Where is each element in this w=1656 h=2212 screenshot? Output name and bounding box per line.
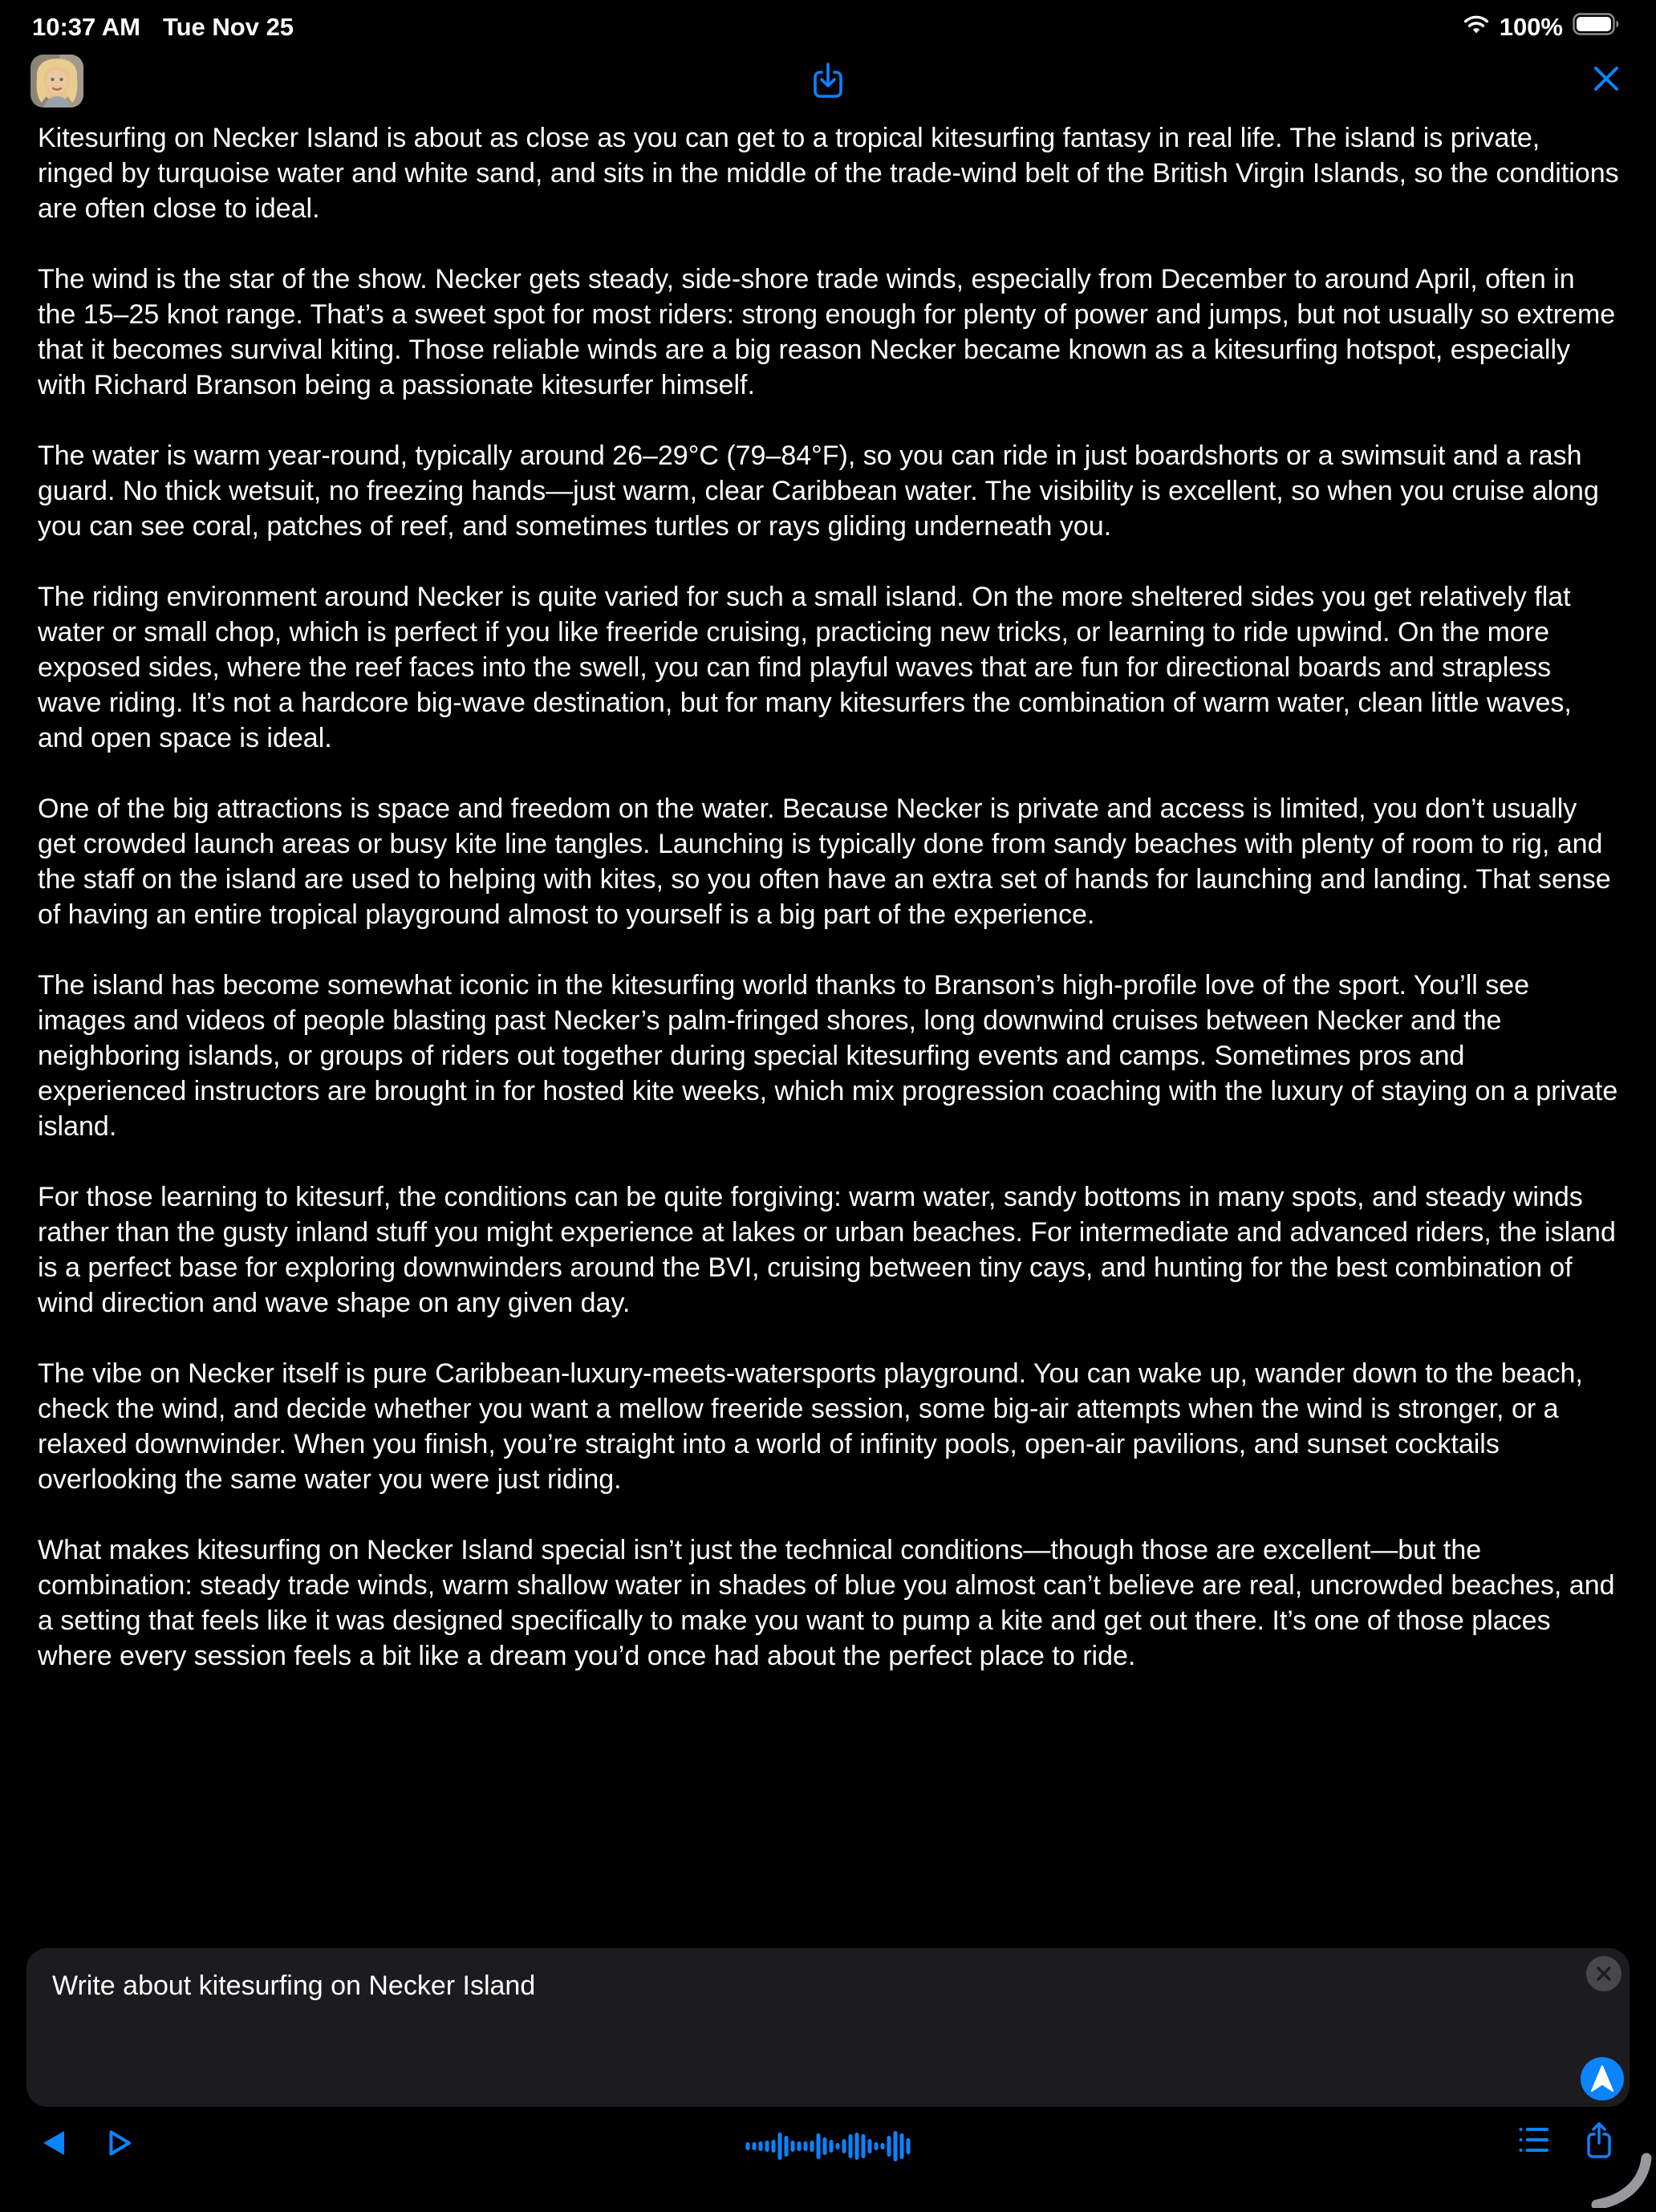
waveform-bar: [842, 2139, 846, 2153]
send-button[interactable]: [1581, 2057, 1624, 2100]
waveform-bar: [778, 2133, 782, 2160]
status-right: [1463, 13, 1619, 42]
clear-x-icon: [1595, 1965, 1613, 1983]
waveform-bar: [849, 2134, 853, 2158]
waveform-bar: [881, 2143, 885, 2149]
waveform-bar: [785, 2136, 789, 2157]
article-text: [38, 120, 1620, 1709]
waveform-bar: [830, 2140, 834, 2153]
paragraph: What makes kitesurfing on Necker Island special isn’t just the technical conditions—though those are excellent—but the combination: steady trade winds, warm shallow water in shades of blue you almost can’t believe are real, uncrowded beaches, and a setting that feels like it was designed specifically to make you want to pump a kite and get out there. It’s one of those places where every session feels a bit like a dream you’d once had about the perfect place to ride.: [38, 1535, 1615, 1671]
avatar[interactable]: [30, 55, 83, 108]
waveform-bar: [765, 2141, 769, 2152]
paragraph: For those learning to kitesurf, the conditions can be quite forgiving: warm water, sandy bottoms in many spots, and steady winds rather than the gusty inland stuff you might experience at lakes or urban beaches. For intermediate and advanced riders, the island is a perfect base for exploring downwinders around the BVI, cruising between tiny cays, and hunting for the best combination of wind direction and wave shape on any given day.: [38, 1182, 1616, 1318]
bottom-toolbar: [0, 2118, 1656, 2174]
wifi-icon: [1463, 13, 1490, 42]
paragraph: One of the big attractions is space and freedom on the water. Because Necker is private and access is limited, you don’t usually get crowded launch areas or busy kite line tangles. Launching is typically done from sandy beaches with plenty of room to rig, and the staff on the island are used to helping with kites, so you often have an extra set of hands for launching and landing. That sense of having an entire tropical playground almost to yourself is a big part of the experience.: [38, 793, 1611, 930]
battery-percent: 100%: [1499, 13, 1563, 41]
forward-button[interactable]: [108, 2129, 132, 2161]
waveform-bar: [868, 2139, 872, 2153]
waveform-bar: [887, 2136, 891, 2157]
waveform-bar: [900, 2133, 904, 2159]
clear-button[interactable]: [1586, 1956, 1622, 1991]
status-bar: [0, 8, 1656, 43]
paragraph: The wind is the star of the show. Necker gets steady, side-shore trade winds, especially from December to around April, often in the 15–25 knot range. That’s a sweet spot for most riders: strong enough for plenty of power and jumps, but not usually so extreme that it becomes survival kiting. Those reliable winds are a big reason Necker became known as a kitesurfing hotspot, especially with Richard Branson being a passionate kitesurfer himself.: [38, 264, 1616, 400]
clock-time: 10:37 AM: [32, 13, 140, 41]
waveform-bar: [907, 2138, 911, 2154]
waveform-bar: [855, 2133, 859, 2160]
waveform-bar: [759, 2141, 763, 2151]
waveform-bar: [804, 2141, 808, 2151]
paragraph: The water is warm year-round, typically around 26–29°C (79–84°F), so you can ride in just boardshorts or a swimsuit and a rash guard. No thick wetsuit, no freezing hands—just warm, clear Caribbean water. The visibility is excellent, so when you cruise along you can see coral, patches of reef, and sometimes turtles or rays gliding underneath you.: [38, 440, 1599, 542]
waveform-bar: [791, 2141, 795, 2152]
waveform-bar: [823, 2137, 827, 2155]
download-icon[interactable]: [809, 61, 847, 99]
paragraph: The island has become somewhat iconic in the kitesurfing world thanks to Branson’s high-profile love of the sport. You’ll see images and videos of people blasting past Necker’s palm-fringed shores, long downwind cruises between Necker and the neighboring islands, or groups of riders out together during special kitesurfing events and camps. Sometimes pros and experienced instructors are brought in for hosted kite weeks, which mix progression coaching with the luxury of staying on a private island.: [38, 970, 1618, 1142]
prompt-input[interactable]: [26, 1948, 1630, 2107]
waveform-bar: [862, 2134, 866, 2158]
waveform-bar: [817, 2133, 821, 2159]
close-icon[interactable]: [1592, 64, 1621, 93]
waveform-bar: [746, 2142, 750, 2150]
share-icon[interactable]: [1585, 2121, 1613, 2165]
waveform-bar: [810, 2141, 814, 2152]
waveform-indicator[interactable]: [746, 2118, 911, 2174]
waveform-bar: [753, 2142, 757, 2150]
waveform-bar: [798, 2141, 802, 2151]
back-button[interactable]: [42, 2129, 66, 2161]
waveform-bar: [894, 2131, 898, 2161]
status-left: [32, 13, 294, 42]
paragraph: The riding environment around Necker is quite varied for such a small island. On the more sheltered sides you get relatively flat water or small chop, which is perfect if you like freeride cruising, practicing new tricks, or learning to ride upwind. On the more exposed sides, where the reef faces into the swell, you can find playful waves that are fun for directional boards and strapless wave riding. It’s not a hardcore big-wave destination, but for many kitesurfers the combination of warm water, clean little waves, and open space is ideal.: [38, 582, 1572, 753]
paragraph: Kitesurfing on Necker Island is about as close as you can get to a tropical kitesurfing fantasy in real life. The island is private, ringed by turquoise water and white sand, and sits in the middle of the trade-wind belt of the British Virgin Islands, so the conditions are often close to ideal.: [38, 123, 1619, 224]
waveform-bar: [875, 2142, 879, 2150]
waveform-bar: [836, 2143, 840, 2149]
send-arrow-icon: [1589, 2064, 1616, 2093]
status-date: Tue Nov 25: [162, 13, 294, 41]
paragraph: The vibe on Necker itself is pure Caribbean-luxury-meets-watersports playground. You can wake up, wander down to the beach, check the wind, and decide whether you want a mellow freeride session, some big-air attempts when the wind is stronger, or a relaxed downwinder. When you finish, you’re straight into a world of infinity pools, open-air pavilions, and sunset cocktails overlooking the same water you were just riding.: [38, 1358, 1583, 1495]
battery-icon: [1573, 13, 1619, 42]
waveform-bar: [772, 2140, 776, 2153]
list-icon[interactable]: [1519, 2126, 1549, 2157]
prompt-text[interactable]: Write about kitesurfing on Necker Island: [52, 1971, 536, 2001]
